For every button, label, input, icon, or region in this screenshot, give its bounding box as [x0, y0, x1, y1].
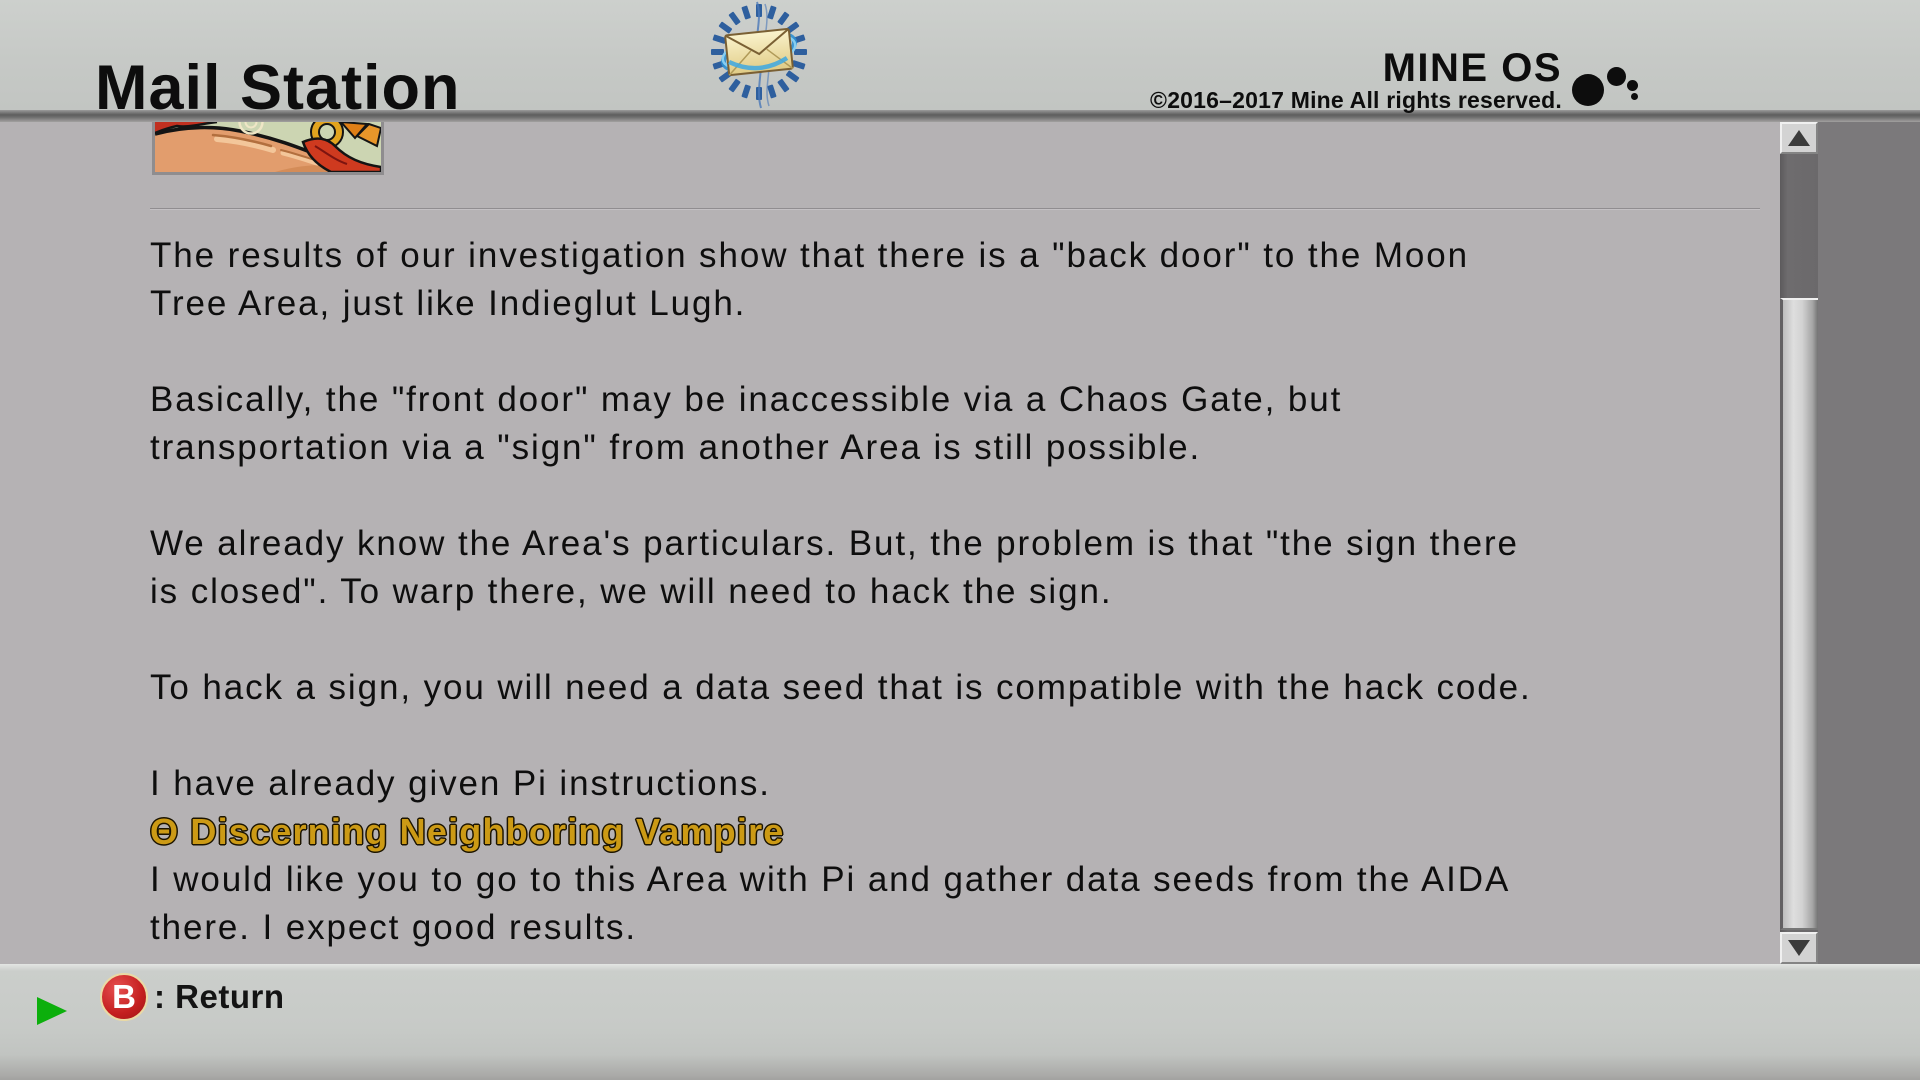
page-title: Mail Station [95, 53, 461, 123]
paragraph-gap [150, 328, 1710, 376]
scroll-down-button[interactable] [1780, 932, 1818, 964]
paragraph-gap [150, 472, 1710, 520]
return-prompt[interactable] [100, 972, 285, 1022]
b-button-letter: B [112, 978, 136, 1015]
mail-text-line: I have already given Pi instructions. [150, 764, 771, 803]
mail-text-line: there. I expect good results. [150, 908, 638, 947]
mail-text-line: is closed". To warp there, we will need to hack the sign. [150, 572, 1113, 611]
paragraph-gap [150, 616, 1710, 664]
paragraph-gap [150, 712, 1710, 760]
area-keyword-link[interactable]: Θ Discerning Neighboring Vampire [150, 811, 785, 852]
os-name: MINE OS [1382, 46, 1562, 90]
mail-text-line: I would like you to go to this Area with Pi and gather data seeds from the AIDA [150, 860, 1511, 899]
scrollbar-thumb[interactable] [1780, 298, 1818, 930]
scroll-up-icon [1788, 130, 1810, 146]
logo-dot [1607, 67, 1626, 86]
content-right-gutter [1818, 122, 1920, 964]
b-button-icon [100, 973, 148, 1021]
mail-spinner-icon [697, 0, 821, 115]
scroll-up-button[interactable] [1780, 122, 1818, 154]
mail-text-line: Basically, the "front door" may be inaccessible via a Chaos Gate, but [150, 380, 1343, 419]
cursor-arrow-icon [37, 997, 67, 1025]
mail-text-line: The results of our investigation show that there is a "back door" to the Moon [150, 236, 1470, 275]
scroll-down-icon [1788, 940, 1810, 956]
brand-block [1150, 48, 1562, 112]
mail-text-line: Tree Area, just like Indieglut Lugh. [150, 284, 747, 323]
mail-body [150, 232, 1710, 952]
logo-dot [1631, 93, 1638, 100]
logo-dot [1627, 80, 1638, 91]
mail-text-line: To hack a sign, you will need a data seed that is compatible with the hack code. [150, 668, 1532, 707]
copyright-text: ©2016–2017 Mine All rights reserved. [1150, 87, 1562, 113]
logo-dot [1572, 74, 1604, 106]
return-label: : Return [154, 978, 285, 1015]
sender-portrait-image [152, 122, 384, 175]
mail-text-line: transportation via a "sign" from another Area is still possible. [150, 428, 1202, 467]
mail-text-line: We already know the Area's particulars. But, the problem is that "the sign there [150, 524, 1519, 563]
footer-bar [0, 964, 1920, 1080]
portrait-art [155, 122, 381, 172]
mail-separator-line [150, 208, 1760, 210]
